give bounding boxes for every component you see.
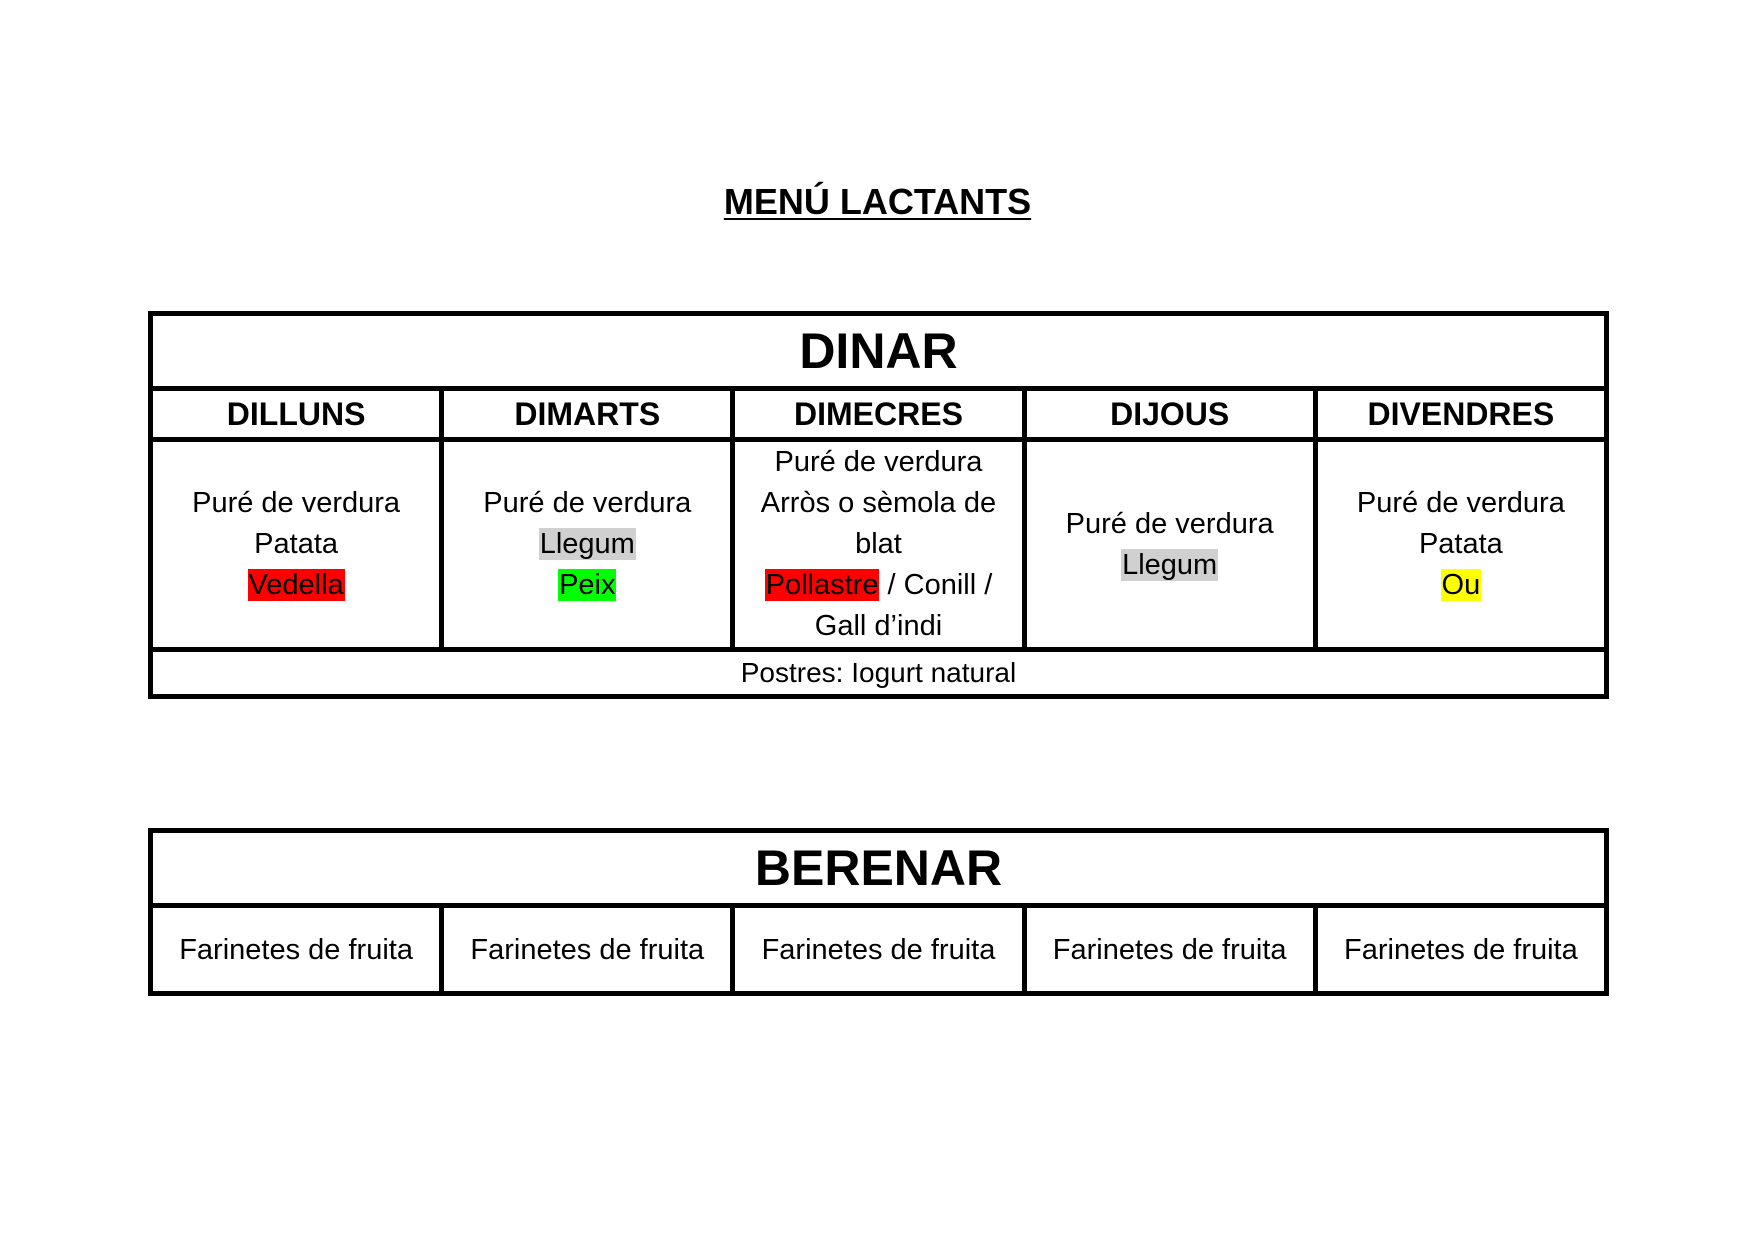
meal-line: Puré de verdura: [1356, 487, 1565, 519]
meal-cell-divendres: [1315, 440, 1606, 650]
snack-cell-divendres: Farinetes de fruita: [1315, 906, 1606, 994]
meal-line: Arròs o sèmola de: [760, 487, 997, 519]
snack-cell-dilluns: Farinetes de fruita: [151, 906, 442, 994]
day-header-dimarts: DIMARTS: [442, 389, 733, 440]
snack-cell-dijous: Farinetes de fruita: [1024, 906, 1315, 994]
meal-line: Puré de verdura: [483, 487, 692, 519]
berenar-table: [148, 828, 1609, 996]
day-header-dimecres: DIMECRES: [733, 389, 1024, 440]
day-header-dijous: DIJOUS: [1024, 389, 1315, 440]
berenar-header: BERENAR: [151, 831, 1607, 906]
meal-cell-dimarts: [442, 440, 733, 650]
protein-highlight-meat: Pollastre: [765, 569, 879, 601]
meal-line-legume: [444, 524, 730, 565]
meal-line: Gall d’indi: [814, 610, 943, 642]
meal-cell-dilluns: [151, 440, 442, 650]
protein-highlight-meat: Vedella: [248, 569, 344, 601]
meal-line-protein: [735, 565, 1021, 606]
legume-highlight: Llegum: [539, 528, 635, 560]
meal-line: Patata: [1418, 528, 1503, 560]
meal-cell-dijous: [1024, 440, 1315, 650]
meal-line: Patata: [254, 528, 339, 560]
day-header-divendres: DIVENDRES: [1315, 389, 1606, 440]
meal-line-protein: [444, 565, 730, 606]
snack-cell-dimecres: Farinetes de fruita: [733, 906, 1024, 994]
legume-highlight: Llegum: [1122, 548, 1218, 581]
page-title-text: MENÚ LACTANTS: [723, 181, 1032, 222]
meal-line: Puré de verdura: [1065, 507, 1274, 540]
protein-rest: / Conill /: [879, 569, 993, 601]
dinar-table: [148, 311, 1609, 699]
protein-highlight-fish: Peix: [559, 569, 616, 601]
snack-cell-dimarts: Farinetes de fruita: [442, 906, 733, 994]
meal-line: Puré de verdura: [192, 487, 401, 519]
meal-line-protein: [1318, 565, 1604, 606]
meal-line: Puré de verdura: [774, 446, 983, 478]
dinar-header: DINAR: [151, 314, 1607, 389]
meal-line: blat: [855, 528, 902, 560]
meal-line-protein: [153, 565, 439, 606]
page-title: [0, 180, 1755, 224]
day-header-dilluns: DILLUNS: [151, 389, 442, 440]
meal-line-legume: [1027, 545, 1313, 586]
dessert-row: Postres: Iogurt natural: [151, 650, 1607, 697]
protein-highlight-egg: Ou: [1441, 569, 1481, 601]
meal-cell-dimecres: [733, 440, 1024, 650]
